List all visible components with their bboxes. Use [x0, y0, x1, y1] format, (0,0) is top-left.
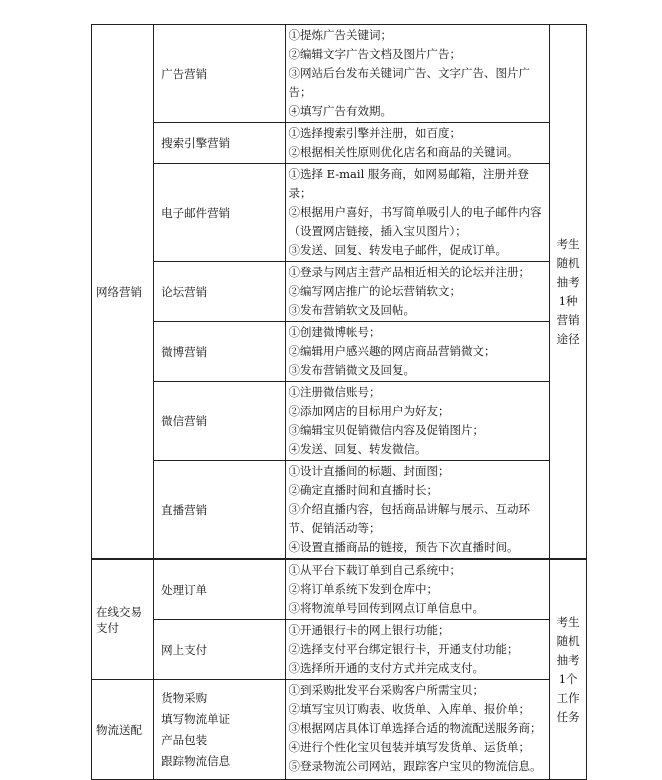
step: ④发送、回复、转发微信。 — [288, 442, 427, 456]
table-row — [92, 382, 587, 461]
step: ②确定直播时间和直播时长； — [288, 483, 438, 497]
task-steps — [285, 620, 550, 680]
step: ④设置直播商品的链接，预告下次直播时间。 — [288, 540, 519, 554]
step: ③发布营销微文及回复。 — [288, 363, 415, 377]
step: ③根据网店具体订单选择合适的物流配送服务商； — [288, 721, 542, 735]
step: ④进行个性化宝贝包装并填写发货单、运货单； — [288, 740, 530, 754]
task-name: 网上支付 — [154, 620, 285, 680]
task-steps — [285, 559, 550, 620]
task-name: 填写物流单证 — [161, 711, 231, 726]
step: ③网站后台发布关键词广告、文字广告、图片广告； — [288, 66, 530, 99]
section-note: 考生随机抽考1个工作任务 — [550, 559, 587, 780]
step: ③将物流单号回传到网点订单信息中。 — [288, 601, 484, 615]
table-row — [92, 559, 587, 620]
task-name: 货物采购 — [161, 690, 208, 705]
section-note: 考生随机抽考1种营销途径 — [550, 25, 587, 560]
table-row — [92, 262, 587, 322]
step: ②填写宝贝订购表、收货单、入库单、报价单； — [288, 702, 530, 716]
step: ②根据用户喜好，书写简单吸引人的电子邮件内容（设置网店链接，插入宝贝图片）； — [288, 205, 542, 238]
assessment-table — [91, 24, 587, 780]
step: ①设计直播间的标题、封面图； — [288, 464, 450, 478]
section-name: 物流送配 — [92, 680, 154, 780]
task-steps — [285, 262, 550, 322]
step: ②编辑用户感兴趣的网店商品营销微文； — [288, 344, 496, 358]
step: ①选择 E-mail 服务商，如网易邮箱，注册并登录； — [288, 167, 529, 200]
task-name: 搜索引擎营销 — [154, 123, 285, 164]
task-steps — [285, 25, 550, 123]
step: ①开通银行卡的网上银行功能； — [288, 623, 450, 637]
step: ④填写广告有效期。 — [288, 104, 392, 118]
table-row — [92, 164, 587, 262]
step: ①注册微信账号； — [288, 385, 381, 399]
table-row — [92, 322, 587, 382]
table-row — [92, 680, 587, 780]
step: ⑤登录物流公司网站，跟踪客户宝贝的物流信息。 — [288, 759, 542, 773]
task-name: 处理订单 — [154, 559, 285, 620]
task-name: 论坛营销 — [154, 262, 285, 322]
task-steps — [285, 164, 550, 262]
task-steps — [285, 680, 550, 780]
task-names — [154, 680, 285, 780]
task-steps — [285, 322, 550, 382]
step: ②编辑文字广告文档及图片广告； — [288, 47, 461, 61]
step: ①到采购批发平台采购客户所需宝贝； — [288, 683, 484, 697]
step: ①登录与网店主营产品相近相关的论坛并注册； — [288, 265, 530, 279]
task-steps — [285, 382, 550, 461]
section-name: 在线交易支付 — [92, 559, 154, 680]
step: ②根据相关性原则优化店名和商品的关键词。 — [288, 145, 519, 159]
step: ①从平台下载订单到自己系统中； — [288, 563, 461, 577]
step: ①选择搜索引擎并注册，如百度； — [288, 126, 461, 140]
task-name: 微信营销 — [154, 382, 285, 461]
step: ①提炼广告关键词； — [288, 28, 392, 42]
step: ②选择支付平台绑定银行卡，开通支付功能； — [288, 642, 519, 656]
task-name: 电子邮件营销 — [154, 164, 285, 262]
table-row — [92, 461, 587, 560]
step: ③介绍直播内容，包括商品讲解与展示、互动环节、促销活动等； — [288, 502, 530, 535]
task-name: 直播营销 — [154, 461, 285, 560]
step: ②将订单系统下发到仓库中； — [288, 582, 438, 596]
table-row — [92, 25, 587, 123]
step: ③发布营销软文及回帖。 — [288, 303, 415, 317]
task-name: 广告营销 — [154, 25, 285, 123]
task-name: 微博营销 — [154, 322, 285, 382]
step: ②编写网店推广的论坛营销软文； — [288, 284, 461, 298]
table-row — [92, 123, 587, 164]
step: ③发送、回复、转发电子邮件，促成订单。 — [288, 243, 507, 257]
step: ②添加网店的目标用户为好友； — [288, 404, 450, 418]
step: ③编辑宝贝促销微信内容及促销图片； — [288, 423, 484, 437]
task-steps — [285, 461, 550, 560]
table-row — [92, 620, 587, 680]
step: ③选择所开通的支付方式并完成支付。 — [288, 661, 484, 675]
step: ①创建微博帐号； — [288, 325, 381, 339]
task-steps — [285, 123, 550, 164]
section-name: 网络营销 — [92, 25, 154, 560]
task-name: 产品包装 — [161, 732, 208, 747]
task-name: 跟踪物流信息 — [161, 753, 231, 768]
